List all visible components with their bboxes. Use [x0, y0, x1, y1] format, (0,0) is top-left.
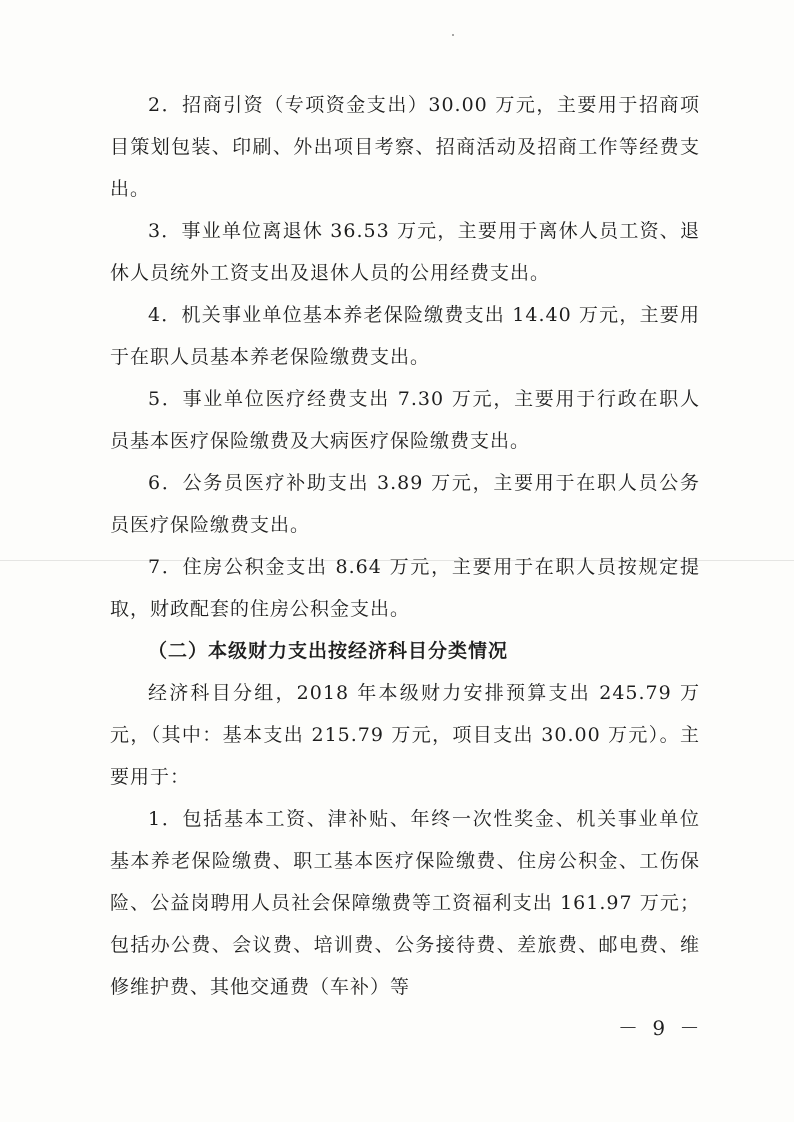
paragraph-economic-item-1: 1．包括基本工资、津补贴、年终一次性奖金、机关事业单位基本养老保险缴费、职工基本医疗保险缴费、住房公积金、工伤保险、公益岗聘用人员社会保障缴费等工资福利支出 161.97 万元；包括办公费、会议费、培训费、公务接待费、差旅费、邮电费、维修维护费、其他交通费（车补）等 — [110, 808, 700, 998]
paragraph-item-2: 2．招商引资（专项资金支出）30.00 万元，主要用于招商项目策划包装、印刷、外出项目考察、招商活动及招商工作等经费支出。 — [110, 94, 700, 200]
scan-speck — [452, 34, 454, 36]
paragraph-item-7: 7．住房公积金支出 8.64 万元，主要用于在职人员按规定提取，财政配套的住房公积金支出。 — [110, 556, 700, 620]
paragraph-item-6: 6．公务员医疗补助支出 3.89 万元，主要用于在职人员公务员医疗保险缴费支出。 — [110, 472, 700, 536]
paragraph-item-4: 4．机关事业单位基本养老保险缴费支出 14.40 万元，主要用于在职人员基本养老保险缴费支出。 — [110, 304, 700, 368]
paragraph-economic-summary: 经济科目分组，2018 年本级财力安排预算支出 245.79 万元，（其中：基本支出 215.79 万元，项目支出 30.00 万元）。主要用于： — [110, 682, 700, 788]
page-number: － 9 － — [618, 1016, 704, 1040]
section-heading: （二）本级财力支出按经济科目分类情况 — [148, 640, 509, 662]
paragraph-item-3: 3．事业单位离退休 36.53 万元，主要用于离休人员工资、退休人员统外工资支出及退休人员的公用经费支出。 — [110, 220, 700, 284]
paragraph-item-5: 5．事业单位医疗经费支出 7.30 万元，主要用于行政在职人员基本医疗保险缴费及大病医疗保险缴费支出。 — [110, 388, 700, 452]
document-body — [110, 84, 700, 1008]
